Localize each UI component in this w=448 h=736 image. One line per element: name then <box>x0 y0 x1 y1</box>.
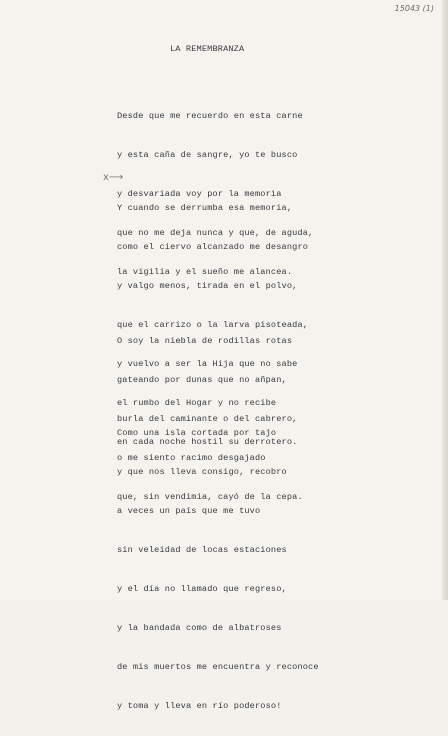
verse-line: en cada noche hostil su derrotero. <box>117 437 298 447</box>
page-edge <box>442 0 448 600</box>
verse-line: y desvariada voy por la memoria <box>117 189 282 199</box>
poem-title: LA REMEMBRANZA <box>170 44 245 54</box>
stanza-4 <box>117 404 319 736</box>
verse-line: el rumbo del Hogar y no recibe <box>117 398 277 408</box>
verse-line: Desde que me recuerdo en esta carne <box>117 111 303 121</box>
verse-line: que, sin vendimia, cayó de la cepa. <box>117 492 303 502</box>
verse-line: o me siento racimo desgajado <box>117 453 266 463</box>
verse-line: y esta caña de sangre, yo te busco <box>117 150 298 160</box>
verse-line: como el ciervo alcanzado me desangro <box>117 242 309 252</box>
verse-line: y vuelvo a ser la Hija que no sabe <box>117 359 298 369</box>
verse-line: y que nos lleva consigo, recobro <box>117 467 287 477</box>
verse-line: de mis muertos me encuentra y reconoce <box>117 662 319 672</box>
margin-annotation: x⟶ <box>103 172 124 183</box>
verse-line: burla del caminante o del cabrero, <box>117 414 298 424</box>
verse-line: sin veleidad de locas estaciones <box>117 545 287 555</box>
verse-line: y el día no llamado que regreso, <box>117 584 287 594</box>
verse-line: gateando por dunas que no añpan, <box>117 375 287 385</box>
verse-line: la vigilia y el sueño me alancea. <box>117 267 293 277</box>
verse-line: O soy la niebla de rodillas rotas <box>117 336 293 346</box>
verse-line: y valgo menos, tirada en el polvo, <box>117 281 298 291</box>
verse-line: a veces un país que me tuvo <box>117 506 261 516</box>
verse-line: que no me deja nunca y que, de aguda, <box>117 228 314 238</box>
archive-code: 15043 (1) <box>394 4 434 13</box>
verse-line: Y cuando se derrumba esa memoria, <box>117 203 293 213</box>
verse-line: que el carrizo o la larva pisoteada, <box>117 320 309 330</box>
verse-line: Como una isla cortada por tajo <box>117 428 277 438</box>
verse-line: y toma y lleva en río poderoso! <box>117 701 282 711</box>
verse-line: y la bandada como de albatroses <box>117 623 282 633</box>
